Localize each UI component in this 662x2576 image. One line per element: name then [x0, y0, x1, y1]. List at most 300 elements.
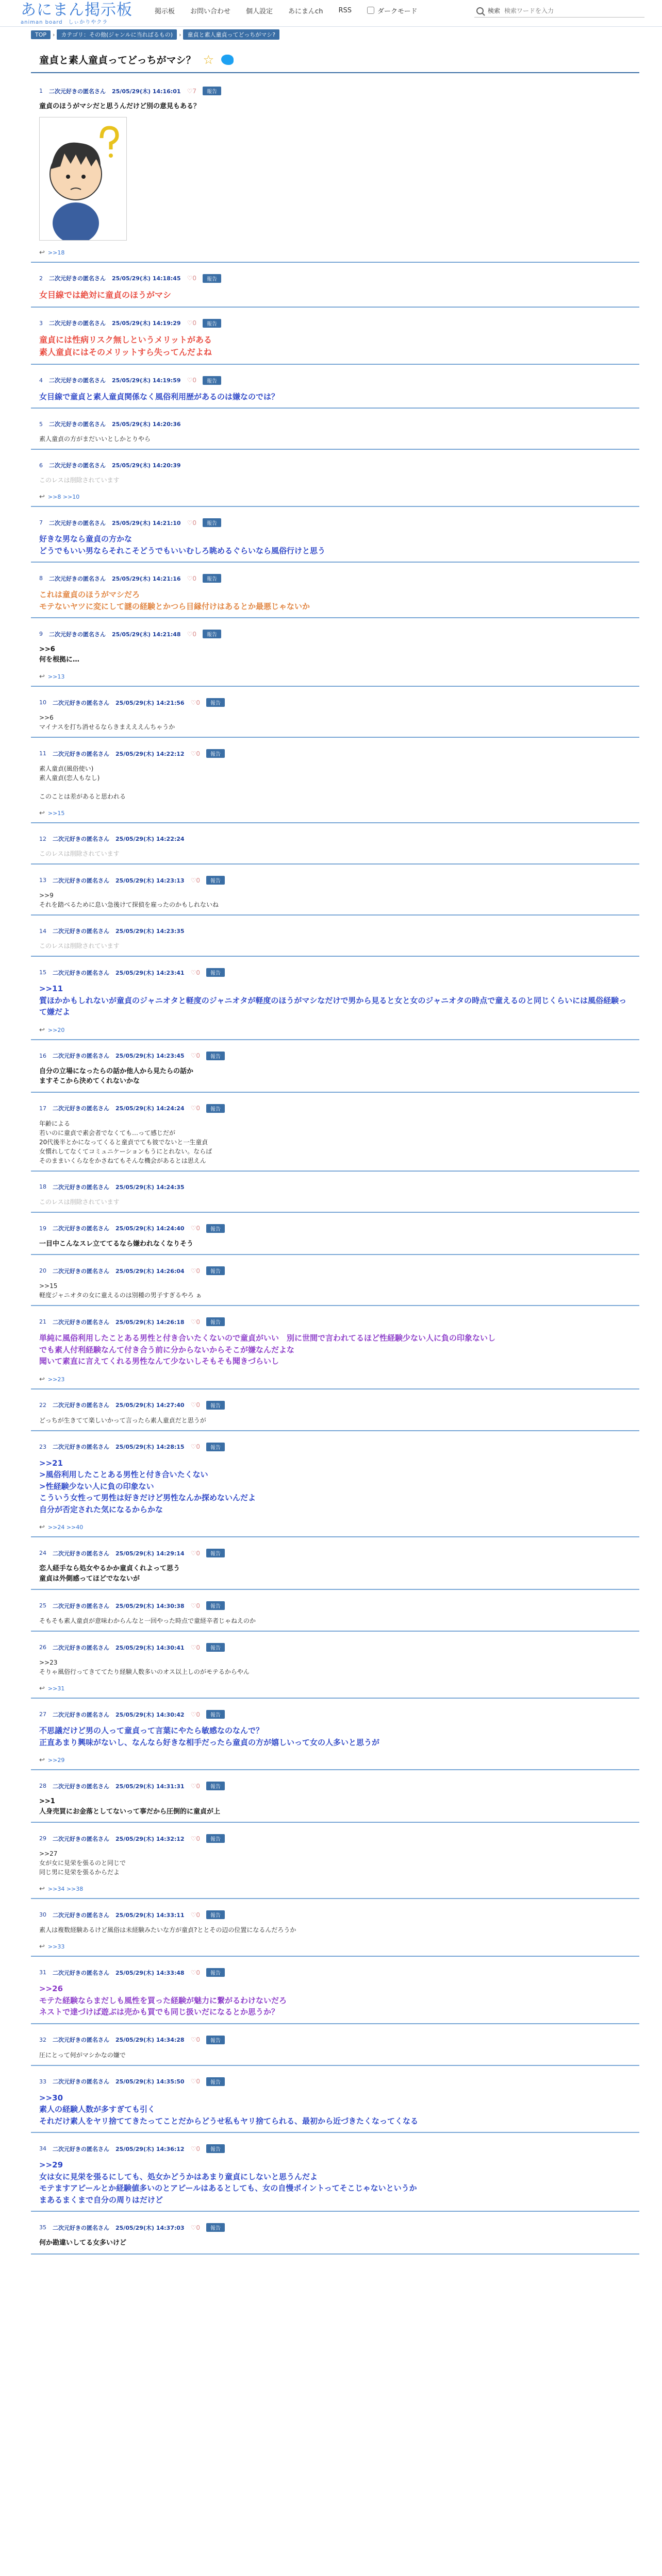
post-number[interactable]: 10 [39, 699, 46, 706]
reply-links[interactable]: >>33 [47, 1943, 65, 1950]
post-number[interactable]: 4 [39, 377, 43, 384]
post-number[interactable]: 22 [39, 1401, 46, 1409]
post-replies[interactable] [39, 1376, 631, 1383]
post-body: >>11 質ほかかもしれないが童貞のジャニオタと軽度のジャニオタが軽度のほうがマシなだけで男から見ると女と女のジャニオタの時点で童えるのと同じくらいには風俗経験って嫌だよ [39, 984, 627, 1016]
post-date: 25/05/29(木) 14:26:18 [115, 1318, 185, 1326]
like-button[interactable] [191, 1969, 200, 1976]
like-button[interactable] [191, 1911, 200, 1919]
post-body: 年齢による 若いのに童貞で素会者でなくても…って感じだが 20代後半とかになってくると童貞でても彼でないと一生童貞 女慣れしてなくてコミュニケーションもうにとれない。ならば そのままいくらなをかさねてもそんな機会があるとは思えん [39, 1120, 212, 1164]
post-replies[interactable] [39, 493, 631, 501]
post-replies[interactable] [39, 809, 631, 817]
post-number[interactable]: 1 [39, 88, 43, 94]
post-meta [39, 2223, 631, 2232]
like-count: 0 [192, 319, 196, 327]
heart-icon: ♡ [190, 1549, 196, 1557]
like-count: 0 [196, 1710, 200, 1718]
reply-links[interactable]: >>18 [47, 249, 65, 256]
post-date: 25/05/29(木) 14:24:40 [115, 1225, 185, 1232]
report-button[interactable]: 報告 [206, 968, 225, 977]
post-meta [39, 1224, 631, 1233]
like-count: 0 [196, 1318, 200, 1326]
post-number[interactable]: 29 [39, 1835, 46, 1842]
post-number[interactable]: 26 [39, 1644, 46, 1651]
post-number[interactable]: 5 [39, 420, 43, 428]
post-replies[interactable] [39, 1523, 631, 1531]
reply-icon: ↩ [39, 1375, 45, 1383]
post-body: 一目中こんなスレ立ててるなら嫌われなくなりそう [39, 1240, 194, 1248]
post-meta [39, 1401, 631, 1410]
like-count: 0 [192, 377, 196, 384]
report-button[interactable]: 報告 [206, 1710, 225, 1719]
post-date: 25/05/29(木) 14:33:11 [115, 1911, 185, 1919]
post-meta [39, 376, 631, 385]
search-input[interactable] [504, 7, 628, 14]
post-date: 25/05/29(木) 14:37:03 [115, 2224, 185, 2231]
like-button[interactable] [191, 1105, 200, 1112]
reply-links[interactable]: >>24 >>40 [47, 1524, 84, 1531]
like-count: 0 [196, 2145, 200, 2153]
report-button[interactable]: 報告 [206, 1601, 225, 1610]
post-item [31, 563, 639, 618]
heart-icon: ♡ [190, 2145, 196, 2153]
like-count: 0 [196, 1782, 200, 1790]
heart-icon: ♡ [190, 1052, 196, 1059]
report-button[interactable]: 報告 [206, 1643, 225, 1652]
reply-icon: ↩ [39, 673, 45, 681]
post-body: >>6 マイナスを打ち消せるならきまえええんちゃうか [39, 714, 175, 731]
post-item [31, 2024, 639, 2066]
post-author: 二次元好きの匿名さん [49, 275, 106, 282]
like-count: 0 [196, 1835, 200, 1842]
reply-links[interactable]: >>20 [47, 1026, 65, 1033]
post-body: このレスは削除されています [39, 477, 120, 484]
post-body: 童貞のほうがマシだと思うんだけど別の意見もある？ [39, 103, 201, 110]
post-body: >>23 そりゃ風俗行ってきててたり経験人数多いのオス以上しのがモテるからやん [39, 1659, 250, 1675]
dark-mode-toggle[interactable] [367, 6, 417, 15]
report-button[interactable]: 報告 [206, 1266, 225, 1275]
post-number[interactable]: 21 [39, 1318, 46, 1325]
favorite-star-icon[interactable]: ☆ [203, 52, 214, 67]
report-button[interactable]: 報告 [203, 630, 221, 638]
like-count: 0 [196, 1643, 200, 1651]
post-number[interactable]: 7 [39, 519, 43, 526]
post-author: 二次元好きの匿名さん [53, 1183, 109, 1191]
like-button[interactable] [191, 2224, 200, 2231]
report-button[interactable]: 報告 [203, 376, 221, 385]
report-button[interactable]: 報告 [203, 274, 221, 283]
post-author: 二次元好きの匿名さん [49, 631, 106, 638]
post-body: 自分の立場になったらの話か他人から見たらの話か ますそこから決めてくれないかな [39, 1067, 194, 1085]
nav-settings[interactable]: 個人設定 [246, 7, 273, 15]
post-date: 25/05/29(木) 14:30:42 [115, 1711, 185, 1718]
post-item [31, 618, 639, 687]
post-date: 25/05/29(木) 14:21:10 [112, 519, 181, 527]
post-author: 二次元好きの匿名さん [49, 88, 106, 95]
post-number[interactable]: 23 [39, 1443, 46, 1450]
like-button[interactable] [191, 1443, 200, 1450]
post-number[interactable]: 24 [39, 1550, 46, 1556]
post-number[interactable]: 20 [39, 1267, 46, 1274]
like-button[interactable] [191, 1318, 200, 1326]
post-item [31, 1770, 639, 1823]
post-date: 25/05/29(木) 14:20:36 [112, 421, 181, 428]
like-count: 7 [192, 87, 196, 95]
logo-text: あにまん掲示板 [21, 1, 133, 19]
post-item [31, 2133, 639, 2212]
heart-icon: ♡ [190, 1602, 196, 1609]
post-author: 二次元好きの匿名さん [49, 421, 106, 428]
post-date: 25/05/29(木) 14:19:59 [112, 377, 181, 384]
post-number[interactable]: 25 [39, 1602, 46, 1609]
like-count: 0 [192, 275, 196, 282]
post-date: 25/05/29(木) 14:16:01 [112, 88, 181, 95]
like-button[interactable] [191, 1225, 200, 1232]
post-item [31, 1093, 639, 1172]
post-author: 二次元好きの匿名さん [53, 2078, 109, 2085]
report-button[interactable]: 報告 [206, 1052, 225, 1060]
post-replies[interactable] [39, 1026, 631, 1034]
report-button[interactable]: 報告 [206, 2144, 225, 2153]
like-button[interactable] [191, 877, 200, 884]
post-meta [39, 420, 631, 428]
breadcrumb-thread[interactable]: 童貞と素人童貞ってどっちがマシ? [183, 29, 279, 40]
post-meta [39, 87, 631, 95]
breadcrumb-top[interactable]: TOP [31, 30, 51, 39]
post-body: 単純に風俗利用したことある男性と付き合いたくないので童貞がいい 別に世間で言われてるほど性経験少ない人に負の印象ないし でも素人付利経験なんて付き合う前に分からないからそこが嫌なんだよな 聞いて素直に言えてくれる男性なんて少ないしそもそも聞きづらいし [39, 1333, 496, 1366]
nav-board[interactable]: 掲示板 [155, 7, 175, 15]
post-author: 二次元好きの匿名さん [53, 1402, 109, 1409]
like-count: 0 [196, 1911, 200, 1919]
post-number[interactable]: 32 [39, 2036, 46, 2043]
post-replies[interactable] [39, 1943, 631, 1951]
post-item [31, 1431, 639, 1538]
post-replies[interactable] [39, 1885, 631, 1893]
reply-icon: ↩ [39, 1685, 45, 1692]
post-number[interactable]: 8 [39, 575, 43, 582]
like-button[interactable] [191, 1052, 200, 1059]
report-button[interactable]: 報告 [206, 1549, 225, 1557]
heart-icon: ♡ [190, 1911, 196, 1919]
post-body: 女目線で童貞と素人童貞関係なく風俗利用歴があるのは嫌なのでは？ [39, 392, 279, 401]
post-author: 二次元好きの匿名さん [49, 575, 106, 582]
post-number[interactable]: 15 [39, 969, 46, 976]
post-date: 25/05/29(木) 14:24:35 [115, 1183, 185, 1191]
post-author: 二次元好きの匿名さん [53, 1267, 109, 1275]
post-meta [39, 1266, 631, 1275]
report-button[interactable]: 報告 [206, 1834, 225, 1843]
post-number[interactable]: 30 [39, 1911, 46, 1918]
like-count: 0 [196, 969, 200, 976]
post-number[interactable]: 14 [39, 927, 46, 935]
post-author: 二次元好きの匿名さん [53, 1053, 109, 1059]
reply-links[interactable]: >>31 [47, 1685, 65, 1692]
report-button[interactable]: 報告 [206, 1224, 225, 1233]
post-author: 二次元好きの匿名さん [49, 320, 106, 327]
post-number[interactable]: 18 [39, 1183, 46, 1190]
post-number[interactable]: 28 [39, 1783, 46, 1789]
post-item [31, 823, 639, 865]
report-button[interactable]: 報告 [206, 876, 225, 885]
report-button[interactable]: 報告 [206, 698, 225, 707]
like-count: 0 [196, 1602, 200, 1609]
like-button[interactable] [191, 1401, 200, 1409]
post-body: 恋人経手なら処女やるかか童貞くれよって思う 童貞は外側感ってほどでなないが [39, 1565, 180, 1583]
post-item [31, 365, 639, 409]
post-author: 二次元好きの匿名さん [53, 969, 109, 976]
post-author: 二次元好きの匿名さん [53, 2145, 109, 2153]
post-item [31, 916, 639, 957]
post-body: 圧にとって何がマシかなの嫌で [39, 2051, 126, 2059]
post-item [31, 1957, 639, 2024]
like-button[interactable] [191, 2078, 200, 2085]
report-button[interactable]: 報告 [206, 749, 225, 758]
report-button[interactable]: 報告 [206, 1401, 225, 1410]
post-number[interactable]: 13 [39, 877, 46, 884]
post-number[interactable]: 34 [39, 2145, 46, 2152]
like-button[interactable] [191, 2145, 200, 2153]
post-item [31, 1213, 639, 1256]
reply-icon: ↩ [39, 1756, 45, 1764]
twitter-share-icon[interactable] [221, 55, 234, 65]
heart-icon: ♡ [190, 1267, 196, 1275]
post-number[interactable]: 17 [39, 1105, 46, 1112]
like-button[interactable] [191, 1835, 200, 1842]
post-number[interactable]: 2 [39, 275, 43, 282]
post-body: >>21 >風俗利用したことある男性と付き合いたくない >性経験少ない人に負の印象ない こういう女性って男性は好きだけど男性なんか探めないんだよ 自分が否定された気になるからかな [39, 1458, 256, 1514]
like-count: 0 [192, 574, 196, 582]
like-button[interactable] [191, 1602, 200, 1609]
report-button[interactable]: 報告 [206, 1968, 225, 1977]
like-button[interactable] [187, 519, 196, 527]
report-button[interactable]: 報告 [203, 574, 221, 583]
question-boy-illustration [40, 117, 127, 241]
like-button[interactable] [191, 1644, 200, 1651]
post-number[interactable]: 3 [39, 319, 43, 327]
post-replies[interactable] [39, 673, 631, 681]
heart-icon: ♡ [190, 1401, 196, 1409]
post-item [31, 2066, 639, 2133]
post-body: このレスは削除されています [39, 850, 120, 857]
reply-icon: ↩ [39, 1943, 45, 1951]
breadcrumb-category[interactable]: カテゴリ：その他(ジャンルに当ればるもの) [57, 29, 177, 40]
post-date: 25/05/29(木) 14:22:24 [115, 836, 185, 842]
heart-icon: ♡ [190, 750, 196, 757]
post-date: 25/05/29(木) 14:24:24 [115, 1105, 185, 1112]
post-item [31, 1172, 639, 1213]
like-count: 0 [196, 1969, 200, 1976]
search-icon[interactable] [476, 7, 484, 14]
reply-icon: ↩ [39, 1026, 45, 1034]
report-button[interactable]: 報告 [206, 1104, 225, 1113]
like-button[interactable] [187, 319, 196, 327]
post-item [31, 687, 639, 738]
top-nav [155, 0, 417, 21]
post-replies[interactable] [39, 249, 631, 257]
nav-rss[interactable]: RSS [338, 6, 352, 14]
like-button[interactable] [187, 575, 196, 582]
post-item [31, 1899, 639, 1957]
like-button[interactable] [191, 750, 200, 757]
like-count: 0 [196, 1549, 200, 1557]
like-count: 0 [196, 2036, 200, 2043]
post-author: 二次元好きの匿名さん [53, 699, 109, 706]
heart-icon: ♡ [190, 1782, 196, 1790]
post-author: 二次元好きの匿名さん [53, 1225, 109, 1232]
post-meta [39, 876, 631, 885]
post-number[interactable]: 16 [39, 1052, 46, 1059]
report-button[interactable]: 報告 [206, 2036, 225, 2044]
like-count: 0 [196, 1105, 200, 1112]
like-button[interactable] [191, 1550, 200, 1557]
post-meta [39, 1104, 631, 1113]
like-count: 0 [192, 519, 196, 527]
post-number[interactable]: 19 [39, 1225, 46, 1232]
nav-animanch[interactable]: あにまんch [288, 7, 323, 15]
heart-icon: ♡ [187, 275, 193, 282]
post-body: 不思議だけど男の人って童貞って言葉にやたら敏感なのなんで？ 正直あまり興味がないし、なんなら好きな相手だったら童貞の方が嬉しいって女の人多いと思うが [39, 1726, 380, 1747]
reply-icon: ↩ [39, 1523, 45, 1531]
post-meta [39, 2144, 631, 2153]
heart-icon: ♡ [190, 1710, 196, 1718]
like-button[interactable] [187, 275, 196, 282]
dark-mode-label: ダークモード [377, 7, 418, 15]
post-body: そもそも素人童貞が意味わからんなと一回やった時点で童経辛者じゃねえのか [39, 1617, 256, 1624]
post-date: 25/05/29(木) 14:21:48 [112, 631, 181, 638]
report-button[interactable]: 報告 [206, 1782, 225, 1790]
reply-links[interactable]: >>23 [47, 1376, 65, 1383]
post-date: 25/05/29(木) 14:23:13 [115, 877, 185, 884]
post-author: 二次元好きの匿名さん [53, 1835, 109, 1842]
post-body: >>26 モテた経験ならまだしも風性を買った経験が魅力に繋がるわけないだろ ネストで達づけば遊ぶは売かも買でも同じ扱いだになるとか思うか？ [39, 1984, 287, 2016]
post-author: 二次元好きの匿名さん [53, 1969, 109, 1976]
post-number[interactable]: 27 [39, 1711, 46, 1718]
post-body: 何か勘違いしてる女多いけど [39, 2239, 127, 2247]
search-bar [474, 4, 644, 18]
post-number[interactable]: 9 [39, 631, 43, 637]
like-count: 0 [196, 2224, 200, 2231]
nav-contact[interactable]: お問い合わせ [190, 7, 231, 15]
post-author: 二次元好きの匿名さん [53, 2224, 109, 2231]
like-count: 0 [196, 876, 200, 884]
post-date: 25/05/29(木) 14:21:56 [115, 699, 185, 706]
post-date: 25/05/29(木) 14:34:28 [115, 2037, 185, 2043]
reply-links[interactable]: >>15 [47, 810, 65, 817]
site-logo[interactable] [21, 2, 133, 25]
post-date: 25/05/29(木) 14:23:45 [115, 1053, 185, 1059]
post-body: >>6 何を根拠に… [39, 646, 80, 664]
post-replies[interactable] [39, 1685, 631, 1692]
post-item [31, 308, 639, 365]
heart-icon: ♡ [190, 1643, 196, 1651]
report-button[interactable]: 報告 [206, 2223, 225, 2232]
post-item [31, 263, 639, 308]
post-number[interactable]: 33 [39, 2078, 46, 2085]
like-button[interactable] [191, 699, 200, 706]
post-date: 25/05/29(木) 14:19:29 [112, 320, 181, 327]
post-meta [39, 835, 631, 843]
post-number[interactable]: 31 [39, 1969, 46, 1976]
post-image[interactable] [39, 117, 127, 241]
post-author: 二次元好きの匿名さん [53, 1550, 109, 1557]
reply-links[interactable]: >>8 >>10 [47, 494, 80, 500]
like-button[interactable] [187, 377, 196, 384]
post-meta [39, 749, 631, 758]
like-count: 0 [196, 2078, 200, 2085]
post-meta [39, 1710, 631, 1719]
post-item [31, 1590, 639, 1632]
reply-links[interactable]: >>29 [47, 1757, 65, 1764]
like-button[interactable] [191, 969, 200, 976]
like-button[interactable] [187, 631, 196, 638]
reply-links[interactable]: >>13 [47, 673, 65, 680]
post-date: 25/05/29(木) 14:27:40 [115, 1402, 185, 1409]
post-body: 素人は複数経験あるけど風俗は未経験みたいな方が童貞?ととその辺の位置になるんだろうか [39, 1926, 296, 1934]
report-button[interactable]: 報告 [206, 2077, 225, 2086]
post-body: このレスは削除されています [39, 942, 120, 950]
post-item [31, 957, 639, 1040]
report-button[interactable]: 報告 [203, 319, 221, 328]
post-meta [39, 319, 631, 328]
post-date: 25/05/29(木) 14:18:45 [112, 275, 181, 282]
post-replies[interactable] [39, 1756, 631, 1764]
heart-icon: ♡ [190, 2224, 196, 2231]
post-item [31, 450, 639, 507]
post-meta [39, 1910, 631, 1919]
report-button[interactable]: 報告 [206, 1317, 225, 1326]
heart-icon: ♡ [187, 519, 193, 527]
post-date: 25/05/29(木) 14:32:12 [115, 1835, 185, 1842]
post-number[interactable]: 11 [39, 750, 46, 757]
report-button[interactable]: 報告 [203, 518, 221, 527]
post-author: 二次元好きの匿名さん [53, 1444, 109, 1450]
post-author: 二次元好きの匿名さん [49, 462, 106, 469]
post-item [31, 409, 639, 450]
post-date: 25/05/29(木) 14:33:48 [115, 1969, 185, 1976]
post-item [31, 1040, 639, 1093]
report-button[interactable]: 報告 [206, 1443, 225, 1451]
post-body: どっちが生きてて楽しいかって言ったら素人童貞だと思うが [39, 1416, 206, 1424]
reply-icon: ↩ [39, 1885, 45, 1893]
post-number[interactable]: 12 [39, 835, 46, 842]
search-button[interactable]: 検索 [488, 7, 501, 14]
like-button[interactable] [191, 1267, 200, 1275]
report-button[interactable]: 報告 [206, 1910, 225, 1919]
report-button[interactable]: 報告 [203, 87, 221, 95]
heart-icon: ♡ [190, 1835, 196, 1842]
post-meta [39, 630, 631, 638]
like-button[interactable] [191, 1711, 200, 1718]
post-author: 二次元好きの匿名さん [53, 928, 109, 935]
post-number[interactable]: 6 [39, 462, 43, 469]
like-button[interactable] [191, 1783, 200, 1790]
page-title: 童貞と素人童貞ってどっちがマシ？ [39, 55, 196, 66]
like-button[interactable] [191, 2036, 200, 2043]
post-meta [39, 1834, 631, 1843]
dark-mode-checkbox[interactable] [367, 7, 374, 14]
like-button[interactable] [187, 88, 196, 95]
post-meta [39, 698, 631, 707]
post-item [31, 1255, 639, 1306]
post-number[interactable]: 35 [39, 2224, 46, 2231]
like-count: 0 [196, 1052, 200, 1059]
post-date: 25/05/29(木) 14:21:16 [112, 575, 181, 582]
like-count: 0 [192, 630, 196, 638]
post-body: >>9 それを踏べるために息い急後けて探偵を雇ったのかもしれないね [39, 892, 219, 908]
reply-links[interactable]: >>34 >>38 [47, 1886, 84, 1892]
post-date: 25/05/29(木) 14:31:31 [115, 1783, 185, 1790]
post-date: 25/05/29(木) 14:20:39 [112, 462, 181, 469]
post-body: これは童貞のほうがマシだろ モテないヤツに変にして謎の経験とかつら目縁付けはあるとか最悪じゃないか [39, 590, 310, 611]
